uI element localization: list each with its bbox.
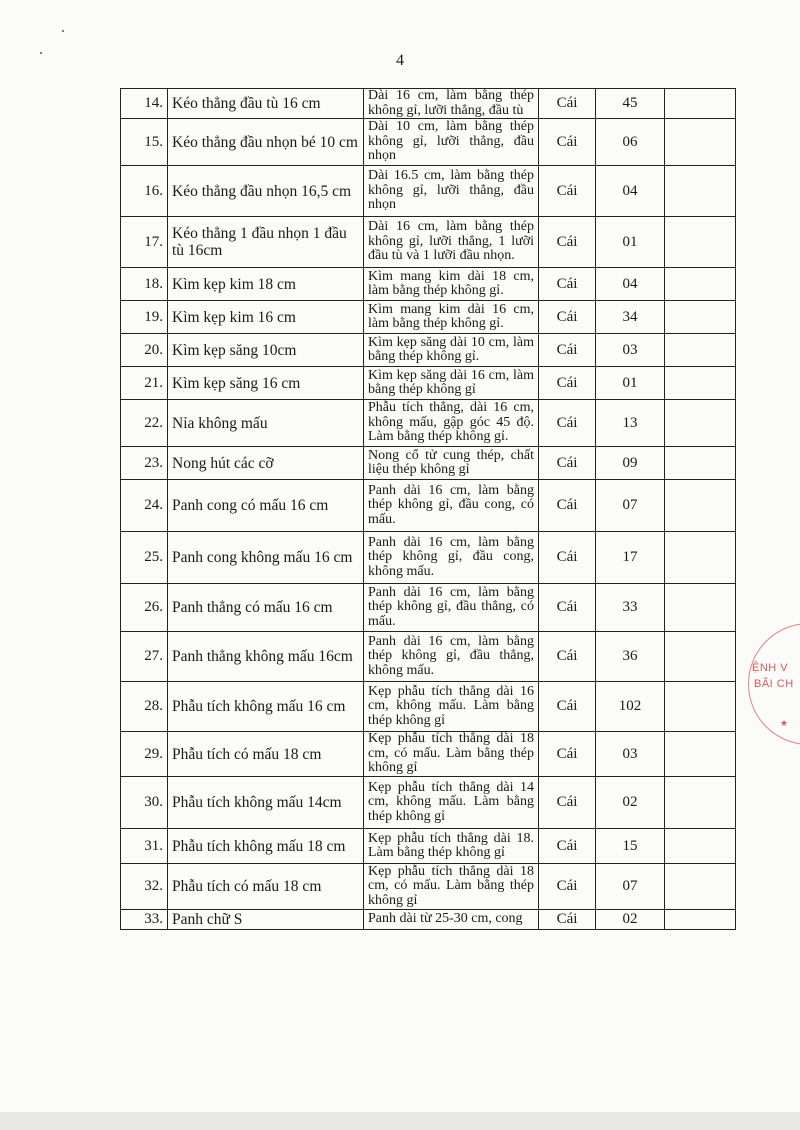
item-name: Kéo thẳng đầu tù 16 cm — [168, 89, 364, 119]
row-number: 33. — [121, 910, 168, 930]
item-quantity: 06 — [596, 119, 665, 166]
row-number: 21. — [121, 367, 168, 400]
item-unit: Cái — [539, 777, 596, 829]
item-description: Panh dài 16 cm, làm bằng thép không gỉ, đầu thẳng, không mấu. — [364, 632, 539, 682]
item-unit: Cái — [539, 166, 596, 217]
row-number: 15. — [121, 119, 168, 166]
item-note — [665, 217, 736, 268]
item-description: Panh dài 16 cm, làm bằng thép không gỉ, đầu cong, có mấu. — [364, 480, 539, 532]
row-number: 20. — [121, 334, 168, 367]
table-row — [121, 480, 736, 532]
item-unit: Cái — [539, 632, 596, 682]
item-unit: Cái — [539, 217, 596, 268]
item-unit: Cái — [539, 682, 596, 732]
item-note — [665, 447, 736, 480]
item-quantity: 03 — [596, 732, 665, 777]
item-name: Phẫu tích không mấu 16 cm — [168, 682, 364, 732]
item-note — [665, 632, 736, 682]
item-name: Nỉa không mấu — [168, 400, 364, 447]
item-description: Dài 16 cm, làm bằng thép không gỉ, lưỡi thẳng, 1 lưỡi đầu tù và 1 lưỡi đầu nhọn. — [364, 217, 539, 268]
row-number: 22. — [121, 400, 168, 447]
item-description: Nong cổ tử cung thép, chất liệu thép không gỉ — [364, 447, 539, 480]
item-note — [665, 829, 736, 864]
item-description: Kìm kẹp săng dài 10 cm, làm bằng thép không gỉ. — [364, 334, 539, 367]
item-description: Dài 10 cm, làm bằng thép không gỉ, lưỡi thẳng, đầu nhọn — [364, 119, 539, 166]
item-name: Phẫu tích có mấu 18 cm — [168, 864, 364, 910]
item-unit: Cái — [539, 480, 596, 532]
item-unit: Cái — [539, 334, 596, 367]
item-name: Kéo thẳng 1 đầu nhọn 1 đầu tù 16cm — [168, 217, 364, 268]
item-note — [665, 732, 736, 777]
row-number: 25. — [121, 532, 168, 584]
item-unit: Cái — [539, 864, 596, 910]
item-description: Dài 16 cm, làm bằng thép không gỉ, lưỡi thẳng, đầu tù — [364, 89, 539, 119]
table-row — [121, 829, 736, 864]
item-description: Kìm mang kim dài 18 cm, làm bằng thép không gỉ. — [364, 268, 539, 301]
item-unit: Cái — [539, 732, 596, 777]
table-row — [121, 400, 736, 447]
item-note — [665, 682, 736, 732]
table-row — [121, 166, 736, 217]
item-quantity: 03 — [596, 334, 665, 367]
row-number: 16. — [121, 166, 168, 217]
page-number: 4 — [396, 52, 404, 69]
item-note — [665, 400, 736, 447]
item-unit: Cái — [539, 829, 596, 864]
item-description: Kẹp phẫu tích thẳng dài 18 cm, có mấu. Làm bằng thép không gỉ — [364, 732, 539, 777]
item-description: Panh dài 16 cm, làm bằng thép không gỉ, đầu cong, không mấu. — [364, 532, 539, 584]
item-note — [665, 334, 736, 367]
table-row — [121, 777, 736, 829]
stamp-text-line1: ỆNH V — [752, 662, 789, 674]
item-description: Kẹp phẫu tích thẳng dài 14 cm, không mấu. Làm bằng thép không gỉ — [364, 777, 539, 829]
item-quantity: 01 — [596, 217, 665, 268]
row-number: 31. — [121, 829, 168, 864]
item-quantity: 15 — [596, 829, 665, 864]
equipment-table — [120, 88, 736, 930]
table-row — [121, 447, 736, 480]
scan-speck — [62, 30, 64, 32]
item-unit: Cái — [539, 532, 596, 584]
item-unit: Cái — [539, 268, 596, 301]
item-name: Kìm kẹp săng 16 cm — [168, 367, 364, 400]
row-number: 14. — [121, 89, 168, 119]
scan-bottom-edge — [0, 1112, 800, 1130]
table-row — [121, 532, 736, 584]
item-unit: Cái — [539, 400, 596, 447]
item-note — [665, 301, 736, 334]
item-note — [665, 480, 736, 532]
item-quantity: 02 — [596, 910, 665, 930]
table-row — [121, 682, 736, 732]
item-name: Panh cong có mấu 16 cm — [168, 480, 364, 532]
item-quantity: 02 — [596, 777, 665, 829]
item-description: Kìm mang kim dài 16 cm, làm bằng thép không gỉ. — [364, 301, 539, 334]
item-name: Kìm kẹp săng 10cm — [168, 334, 364, 367]
item-description: Phẫu tích thẳng, dài 16 cm, không mấu, gập góc 45 độ. Làm bằng thép không gỉ. — [364, 400, 539, 447]
item-quantity: 07 — [596, 864, 665, 910]
table-row — [121, 89, 736, 119]
item-note — [665, 584, 736, 632]
item-description: Panh dài từ 25-30 cm, cong — [364, 910, 539, 930]
item-quantity: 01 — [596, 367, 665, 400]
stamp-star-icon: ★ — [780, 718, 789, 728]
table-row — [121, 864, 736, 910]
item-description: Kẹp phẫu tích thẳng dài 16 cm, không mấu. Làm bằng thép không gỉ — [364, 682, 539, 732]
item-note — [665, 910, 736, 930]
item-name: Panh thẳng có mấu 16 cm — [168, 584, 364, 632]
item-name: Nong hút các cỡ — [168, 447, 364, 480]
item-description: Dài 16.5 cm, làm bằng thép không gỉ, lưỡi thẳng, đầu nhọn — [364, 166, 539, 217]
item-note — [665, 119, 736, 166]
item-unit: Cái — [539, 447, 596, 480]
row-number: 28. — [121, 682, 168, 732]
item-unit: Cái — [539, 301, 596, 334]
item-quantity: 09 — [596, 447, 665, 480]
table-row — [121, 334, 736, 367]
item-unit: Cái — [539, 584, 596, 632]
item-quantity: 13 — [596, 400, 665, 447]
item-quantity: 45 — [596, 89, 665, 119]
row-number: 27. — [121, 632, 168, 682]
item-name: Panh chữ S — [168, 910, 364, 930]
item-unit: Cái — [539, 89, 596, 119]
item-name: Phẫu tích không mấu 18 cm — [168, 829, 364, 864]
item-description: Panh dài 16 cm, làm bằng thép không gỉ, đầu thẳng, có mấu. — [364, 584, 539, 632]
row-number: 30. — [121, 777, 168, 829]
item-name: Kìm kẹp kim 16 cm — [168, 301, 364, 334]
item-description: Kìm kẹp săng dài 16 cm, làm bằng thép không gỉ — [364, 367, 539, 400]
item-description: Kẹp phẫu tích thẳng dài 18. Làm bằng thép không gỉ — [364, 829, 539, 864]
row-number: 19. — [121, 301, 168, 334]
item-name: Panh cong không mấu 16 cm — [168, 532, 364, 584]
table-row — [121, 584, 736, 632]
item-description: Kẹp phẫu tích thẳng dài 18 cm, có mấu. Làm bằng thép không gỉ — [364, 864, 539, 910]
table-row — [121, 367, 736, 400]
item-unit: Cái — [539, 910, 596, 930]
row-number: 32. — [121, 864, 168, 910]
table-row — [121, 732, 736, 777]
row-number: 18. — [121, 268, 168, 301]
item-name: Kéo thẳng đầu nhọn bé 10 cm — [168, 119, 364, 166]
table-row — [121, 910, 736, 930]
row-number: 23. — [121, 447, 168, 480]
stamp-text-line2: BÃI CH — [754, 678, 794, 690]
row-number: 17. — [121, 217, 168, 268]
item-name: Phẫu tích không mấu 14cm — [168, 777, 364, 829]
item-unit: Cái — [539, 367, 596, 400]
item-note — [665, 367, 736, 400]
item-name: Kéo thẳng đầu nhọn 16,5 cm — [168, 166, 364, 217]
row-number: 29. — [121, 732, 168, 777]
item-quantity: 17 — [596, 532, 665, 584]
item-quantity: 34 — [596, 301, 665, 334]
table-row — [121, 301, 736, 334]
item-quantity: 07 — [596, 480, 665, 532]
table-row — [121, 119, 736, 166]
item-note — [665, 777, 736, 829]
item-quantity: 102 — [596, 682, 665, 732]
item-name: Kìm kẹp kim 18 cm — [168, 268, 364, 301]
red-stamp — [748, 618, 800, 748]
item-note — [665, 268, 736, 301]
item-note — [665, 532, 736, 584]
item-quantity: 04 — [596, 268, 665, 301]
item-note — [665, 166, 736, 217]
table-row — [121, 632, 736, 682]
item-quantity: 04 — [596, 166, 665, 217]
item-quantity: 36 — [596, 632, 665, 682]
item-note — [665, 89, 736, 119]
item-name: Panh thẳng không mấu 16cm — [168, 632, 364, 682]
item-note — [665, 864, 736, 910]
item-unit: Cái — [539, 119, 596, 166]
table-row — [121, 268, 736, 301]
row-number: 24. — [121, 480, 168, 532]
item-quantity: 33 — [596, 584, 665, 632]
row-number: 26. — [121, 584, 168, 632]
item-name: Phẫu tích có mấu 18 cm — [168, 732, 364, 777]
table-row — [121, 217, 736, 268]
